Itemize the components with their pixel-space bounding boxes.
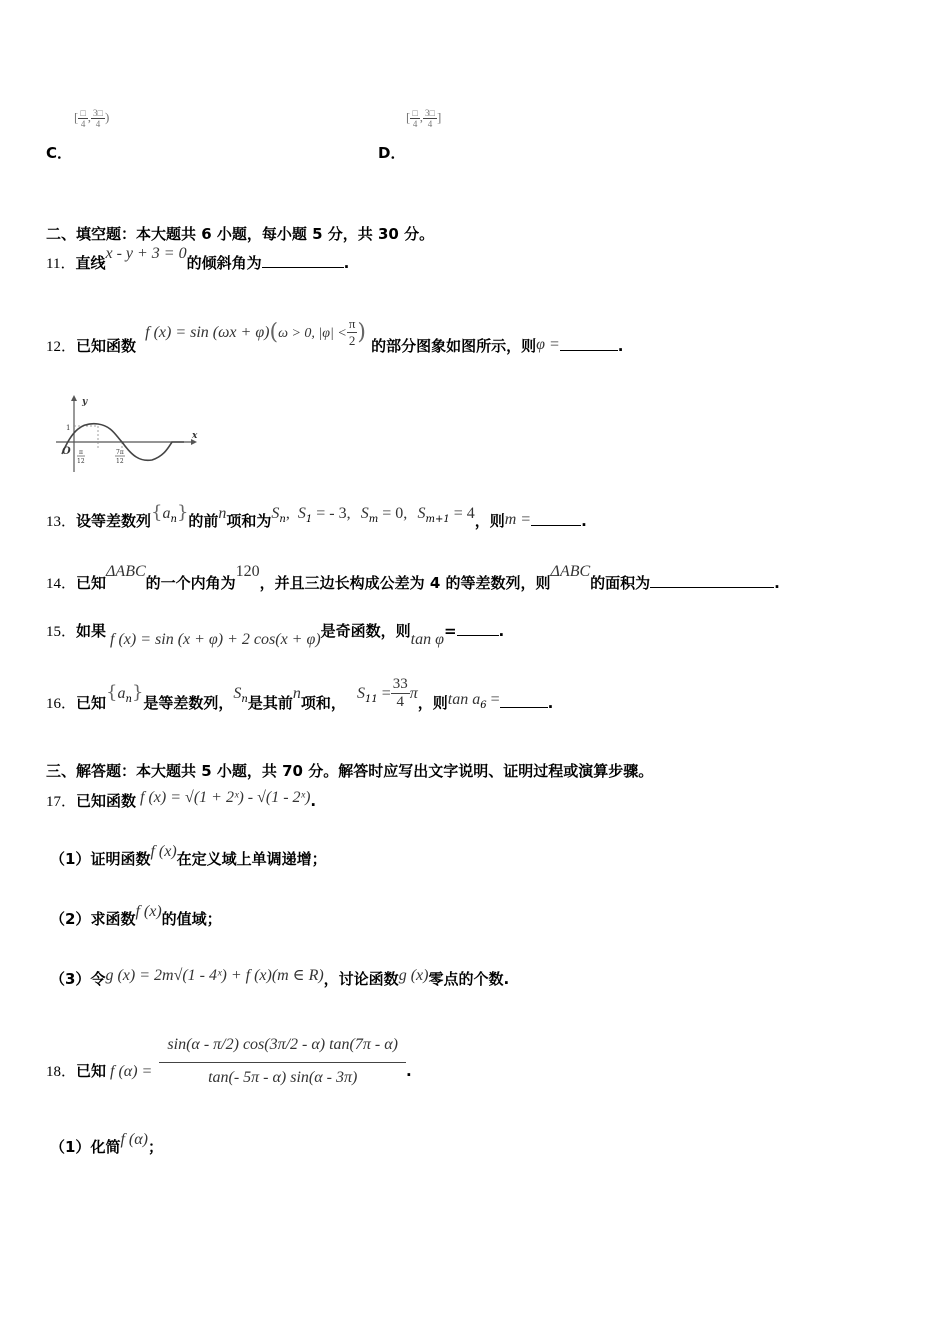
q13-s-sub: n	[279, 514, 286, 525]
q16-pi: π	[409, 685, 418, 702]
graph-x-label: x	[192, 431, 198, 441]
q13-pre: 设等差数列	[76, 512, 152, 530]
q18-numerator: sin(α - π/2) cos(3π/2 - α) tan(7π - α)	[159, 1030, 406, 1063]
tick2-den: 12	[116, 458, 124, 465]
q13-c1-val: = - 3,	[312, 505, 351, 522]
q18-p1-pre: 化简	[90, 1138, 121, 1156]
q15-pre: 如果	[76, 622, 107, 640]
q13-end: .	[581, 512, 587, 530]
graph-origin: O	[62, 446, 71, 457]
q17-part-2	[50, 903, 222, 929]
q11-formula: x - y + 3 = 0	[105, 245, 187, 262]
q17-p2-post: 的值域；	[161, 910, 222, 928]
q18-pre: 已知	[76, 1062, 107, 1080]
q17-p2-f: f (x)	[135, 903, 162, 920]
q16-eq: =	[377, 685, 391, 702]
answer-blank[interactable]	[650, 573, 774, 588]
answer-blank[interactable]	[457, 621, 499, 636]
q13-n: n	[218, 505, 227, 522]
q13-c1-sub: 1	[305, 514, 313, 525]
option-d-label: D．	[378, 144, 406, 162]
q14-triangle: ΔABC	[106, 563, 146, 580]
question-12: 12．已知函数 f (x) = sin (ωx + φ)(ω > 0, |φ| < $\frac{\pi}{2}$ ) 的部分图象如图所示，则φ = .	[46, 316, 624, 355]
q14-triangle-2: ΔABC	[550, 563, 591, 580]
q18-end: .	[405, 1062, 412, 1080]
question-13: 13．设等差数列$\{a_n\}$的前n项和为$S_n$, $S_1$ = - 3, $S_m = 0$, $S_{m+1} = 4$，则m = .	[46, 502, 587, 530]
tick2-num: 7π	[116, 449, 124, 456]
q13-c2-sub: m	[368, 514, 379, 525]
q13-post: ，则	[474, 512, 505, 530]
tick1-num: π	[79, 449, 83, 456]
part-label: （1）	[50, 850, 91, 868]
question-11	[46, 245, 350, 273]
q13-seq: a	[162, 505, 171, 522]
q13-var: m =	[504, 511, 532, 528]
q16-var-eq: =	[486, 691, 500, 708]
q13-c2-val: = 0,	[378, 505, 408, 522]
q15-formula: f (x) = sin (x + φ) + 2 cos(x + φ)	[110, 631, 321, 648]
q17-p3-post: 零点的个数.	[428, 970, 510, 988]
answer-blank[interactable]	[560, 336, 618, 351]
q16-s-sub: n	[241, 694, 248, 705]
q16-seq-sub: n	[125, 694, 132, 705]
q16-mid3: 项和，	[300, 694, 346, 712]
graph-one: 1	[66, 424, 71, 432]
question-number: 17．	[46, 794, 77, 810]
q17-p3-pre: 令	[90, 970, 106, 988]
option-d-value: [ $\frac{□}{4}$ , $\frac{3□}{4}$ ]	[406, 108, 442, 129]
q12-frac-den: 2	[348, 333, 356, 348]
q18-f: f (α) =	[110, 1063, 153, 1080]
q16-s11-sub: 11	[364, 694, 378, 705]
question-14	[46, 560, 780, 592]
question-number: 12．	[46, 339, 77, 355]
question-number: 15．	[46, 624, 77, 640]
q13-mid1: 的前	[188, 512, 219, 530]
q13-c2: S	[360, 505, 369, 522]
q15-var: tan φ	[410, 631, 444, 648]
section-3-heading: 三、解答题：本大题共 5 小题，共 70 分。解答时应写出文字说明、证明过程或演算步骤。	[46, 762, 654, 780]
option-c-label: C．	[46, 144, 73, 162]
q17-end: .	[310, 792, 317, 810]
q16-frac-den: 4	[396, 694, 404, 710]
question-15	[46, 620, 505, 648]
q16-s11: S	[356, 685, 365, 702]
question-17	[46, 790, 316, 811]
q12-var: φ =	[536, 336, 560, 353]
q13-c3-sub: m+1	[425, 514, 450, 525]
function-graph	[52, 392, 202, 476]
q17-part-3	[50, 968, 509, 989]
answer-blank[interactable]	[531, 511, 581, 526]
q16-frac-num: 33	[392, 676, 408, 692]
q18-p1-f: f (α)	[120, 1131, 148, 1148]
q17-p1-pre: 证明函数	[90, 850, 151, 868]
q12-end: .	[617, 337, 624, 355]
question-number: 13．	[46, 514, 77, 530]
q16-var: tan a	[447, 691, 481, 708]
q16-post: ，则	[417, 694, 448, 712]
q15-end: .	[498, 622, 505, 640]
q12-formula: f (x) = sin (ωx + φ)	[145, 324, 270, 341]
q14-mid2: ，并且三边长构成公差为 4 的等差数列，则	[259, 574, 551, 592]
q13-c1: S	[297, 505, 306, 522]
q17-p3-g: g (x)	[398, 967, 429, 984]
q17-p3-mid: ，讨论函数	[323, 970, 399, 988]
q13-seq-sub: n	[170, 514, 177, 525]
question-18	[46, 1030, 412, 1087]
q11-post: 的倾斜角为	[186, 254, 262, 272]
q16-n: n	[292, 685, 301, 702]
q16-pre: 已知	[76, 694, 107, 712]
question-number: 16．	[46, 696, 77, 712]
q16-end: .	[547, 694, 554, 712]
answer-blank[interactable]	[262, 253, 344, 268]
q12-post: 的部分图象如图所示，则	[371, 337, 537, 355]
question-number: 14．	[46, 576, 77, 592]
q11-end: .	[343, 254, 350, 272]
q17-p3-formula: g (x) = 2m√(1 - 4ˣ) + f (x)(m ∈ R)	[105, 967, 324, 984]
q16-mid2: 是其前	[247, 694, 293, 712]
q13-c3-val: = 4	[449, 505, 475, 522]
q16-var-sub: 6	[480, 700, 487, 711]
q12-condition: ω > 0, |φ| <	[278, 326, 347, 341]
part-label: （2）	[50, 910, 91, 928]
question-number: 18．	[46, 1064, 77, 1080]
q17-p2-pre: 求函数	[90, 910, 136, 928]
q16-mid1: 是等差数列，	[143, 694, 234, 712]
graph-y-label: y	[82, 397, 88, 407]
q13-mid2: 项和为	[226, 512, 272, 530]
q14-end: .	[774, 574, 780, 592]
q15-post: 是奇函数，则	[320, 622, 411, 640]
q16-seq: a	[117, 685, 126, 702]
q15-eq: =	[443, 622, 457, 640]
q14-angle: 120	[235, 563, 260, 580]
q17-part-1	[50, 843, 327, 869]
q17-pre: 已知函数	[76, 792, 137, 810]
q18-part-1	[50, 1131, 163, 1157]
q14-mid1: 的一个内角为	[145, 574, 236, 592]
tick1-den: 12	[77, 458, 85, 465]
q16-s: S	[233, 685, 242, 702]
q17-formula: f (x) = √(1 + 2ˣ) - √(1 - 2ˣ)	[140, 789, 311, 806]
q17-p1-post: 在定义域上单调递增；	[176, 850, 327, 868]
q18-denominator: tan(- 5π - α) sin(α - 3π)	[208, 1069, 358, 1086]
option-c-value: [ $\frac{□}{4}$ , $\frac{3□}{4}$ )	[74, 108, 110, 129]
part-label: （1）	[50, 1138, 91, 1156]
q14-pre: 已知	[76, 574, 107, 592]
q18-p1-post: ；	[147, 1138, 163, 1156]
part-label: （3）	[50, 970, 91, 988]
section-2-heading: 二、填空题：本大题共 6 小题，每小题 5 分，共 30 分。	[46, 225, 435, 243]
question-16: 16．已知$\{a_n\}$是等差数列，$S_n$是其前n项和， $S_{11}$ = $\frac{33}{4}$ π，则$\tan a_6$ = .	[46, 676, 554, 712]
question-number: 11．	[46, 256, 76, 272]
q13-s: S	[271, 505, 280, 522]
answer-blank[interactable]	[500, 693, 548, 708]
q12-frac-num: π	[348, 316, 356, 331]
q17-p1-f: f (x)	[150, 843, 177, 860]
q11-pre: 直线	[75, 254, 106, 272]
q13-c3: S	[417, 505, 426, 522]
q18-fraction	[159, 1030, 406, 1087]
q12-pre: 已知函数	[76, 337, 137, 355]
q14-post: 的面积为	[590, 574, 651, 592]
